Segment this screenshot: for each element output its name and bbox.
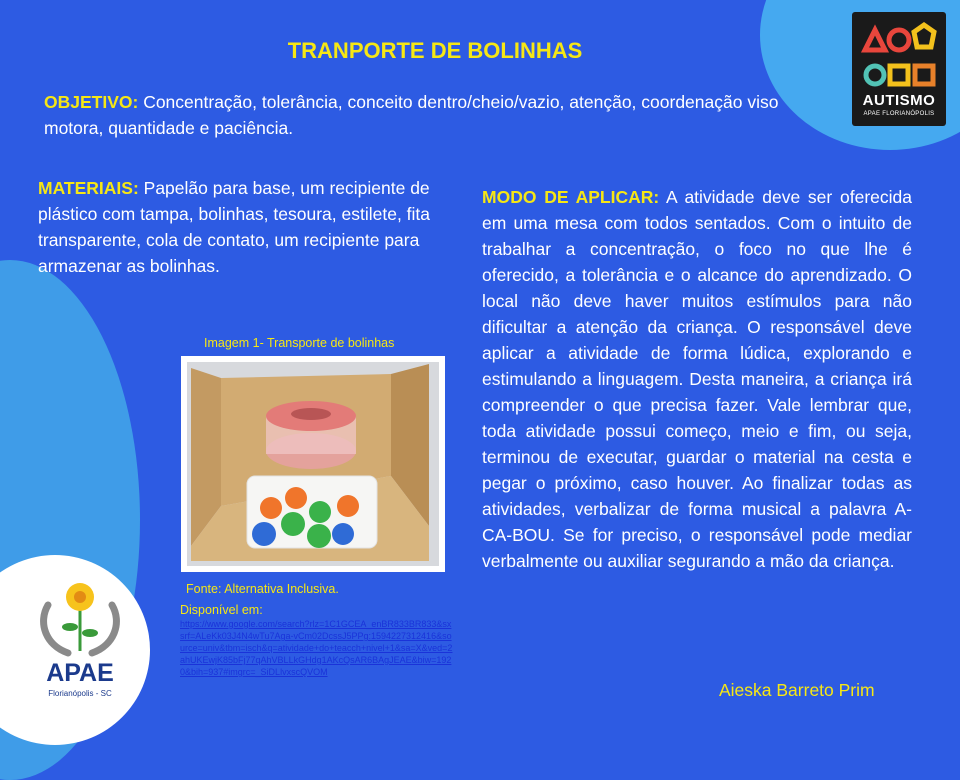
objetivo-label: OBJETIVO: <box>44 92 139 112</box>
apae-logo-city: Florianópolis - SC <box>48 689 112 698</box>
author-name: Aieska Barreto Prim <box>719 680 875 700</box>
photo-illustration <box>181 356 445 572</box>
autismo-logo-sub: APAE FLORIANÓPOLIS <box>863 111 935 117</box>
materiais-paragraph <box>38 175 438 279</box>
objetivo-paragraph <box>44 89 804 141</box>
modo-paragraph <box>482 184 912 574</box>
apae-flower-icon <box>30 577 130 659</box>
image-source: Fonte: Alternativa Inclusiva. <box>186 582 339 596</box>
autismo-logo <box>852 12 946 126</box>
page-title: TRANPORTE DE BOLINHAS <box>287 38 583 63</box>
materiais-text: Papelão para base, um recipiente de plástico com tampa, bolinhas, tesoura, estilete, fita transparente, cola de contato, um recipiente para armazenar as bolinhas. <box>38 178 431 276</box>
apae-logo <box>30 577 130 707</box>
available-at-label: Disponível em: <box>180 603 263 617</box>
image-source-link[interactable]: https://www.google.com/search?rlz=1C1GCEA_enBR833BR833&sxsrf=ALeKk03J4N4wTu7Aga-vCm02DcssJ5PPg:1594227312416&source=univ&tbm=isch&q=atividade+do+teacch+nivel+1&sa=X&ved=2ahUKEwjK85bFj77qAhVBLLkGHdg1AKcQsAR6BAgJEAE&biw=1920&bih=937#imgrc=_SiDLlvxscQVOM <box>180 619 453 677</box>
objetivo-text: Concentração, tolerância, conceito dentro/cheio/vazio, atenção, coordenação viso motora, quantidade e paciência. <box>44 92 779 138</box>
modo-text: A atividade deve ser oferecida em uma mesa com todos sentados. Com o intuito de trabalhar a concentração, o foco no que lhe é oferecido, a tolerância e o alcance do aprendizado. O local não deve haver muitos estímulos para não dificultar a atenção da criança. O responsável deve aplicar a atividade de forma lúdica, explorando e estimulando a linguagem. Desta maneira, a criança irá compreender o que precisa fazer. Vale lembrar que, toda atividade possui começo, meio e fim, ou seja, terminou de executar, guardar o material na cesta e pegar o próximo, caso houver. Ao finalizar todas as atividades, verbalizar de forma musical a palavra A-CA-BOU. Se for preciso, o responsável pode mediar verbalmente ou auxiliar segurando a mão da criança. <box>482 187 912 571</box>
activity-photo <box>181 356 445 572</box>
apae-logo-name: APAE <box>46 659 114 687</box>
image-caption: Imagem 1- Transporte de bolinhas <box>204 336 395 350</box>
modo-label: MODO DE APLICAR: <box>482 187 660 207</box>
autismo-logo-word: AUTISMO <box>862 92 936 109</box>
materiais-label: MATERIAIS: <box>38 178 139 198</box>
